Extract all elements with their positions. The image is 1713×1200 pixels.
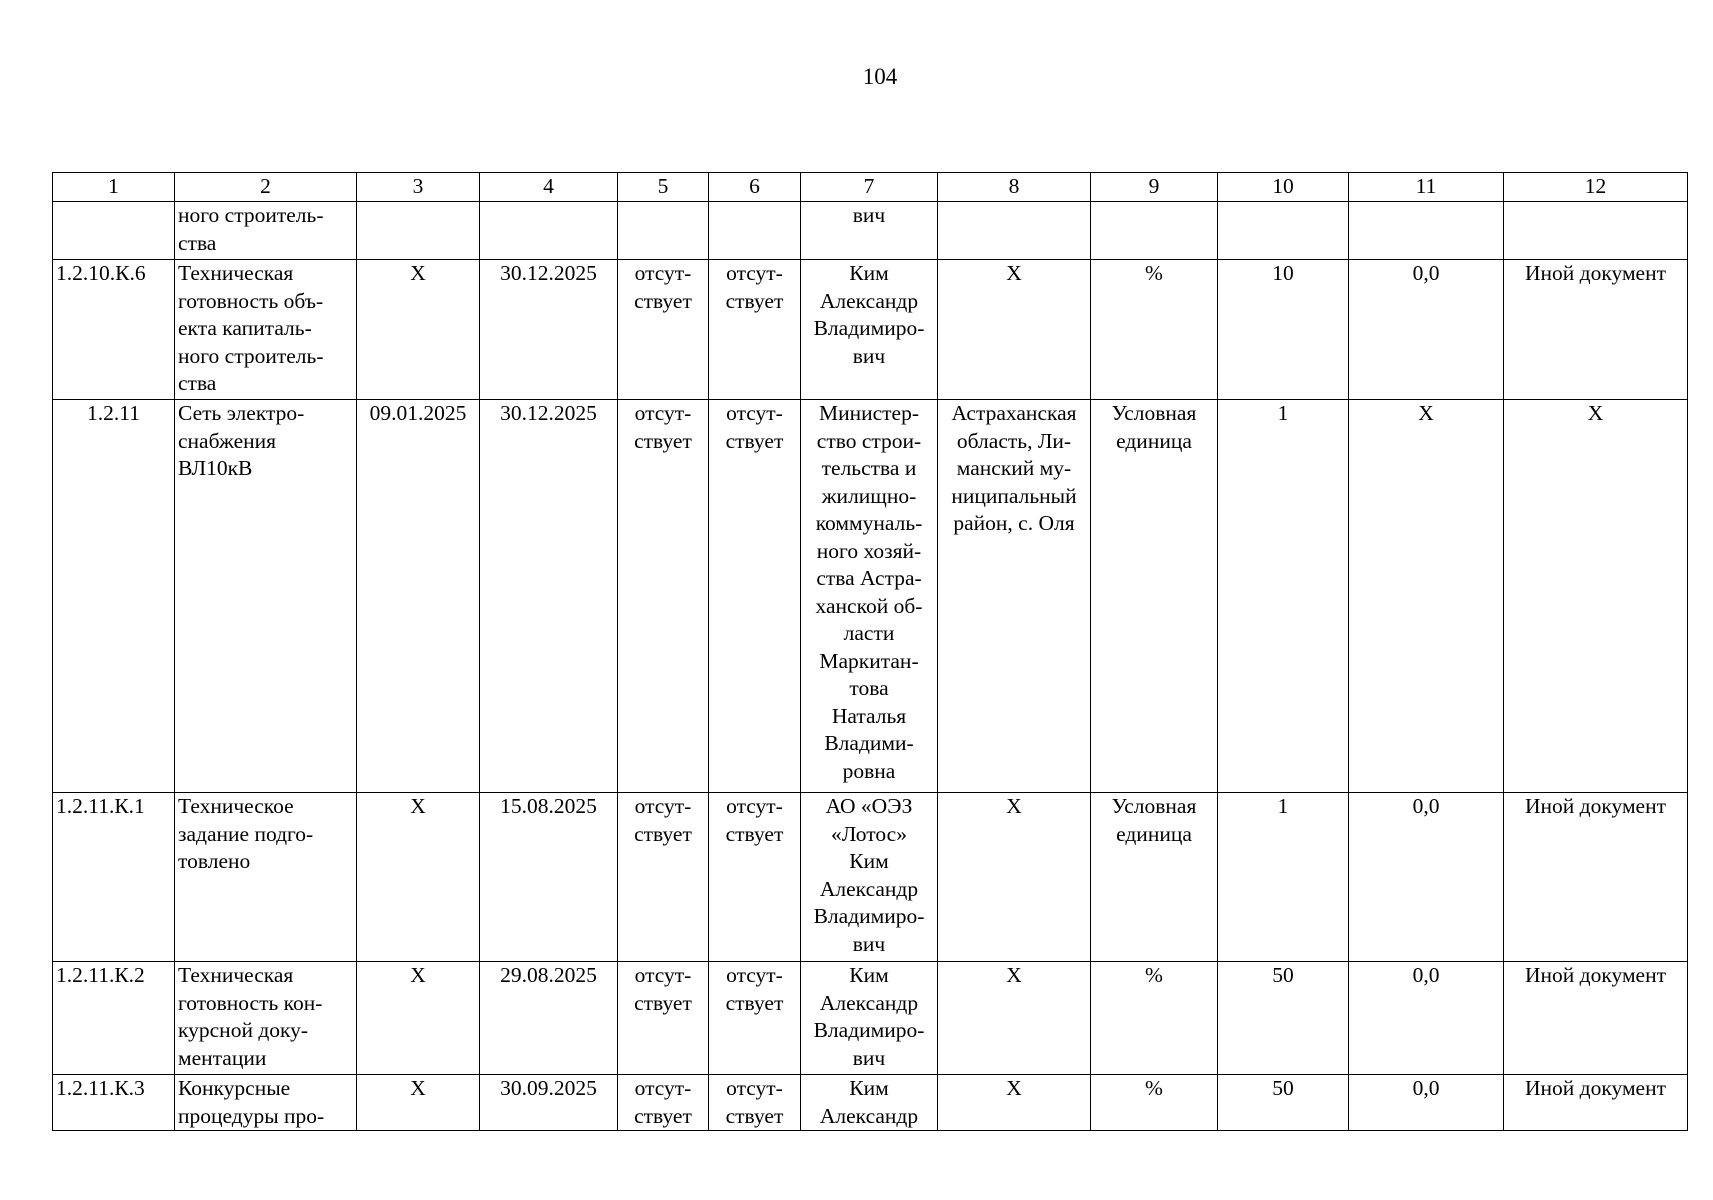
cell-value: 50 [1218, 962, 1349, 1075]
column-header: 10 [1218, 173, 1349, 202]
cell-unit: % [1091, 260, 1218, 400]
cell-col11: 0,0 [1349, 260, 1504, 400]
cell-responsible: Ким Александр Владимиро- вич [801, 260, 938, 400]
cell-value: 1 [1218, 793, 1349, 962]
cell-col5: отсут- ствует [618, 962, 709, 1075]
cell-responsible: Министер- ство строи- тельства и жилищно- коммуналь- ного хозяй- ства Астра- ханской об- ласти Маркитан- това Наталья Владими- ровна [801, 400, 938, 793]
column-header: 3 [357, 173, 480, 202]
column-header: 11 [1349, 173, 1504, 202]
column-header: 12 [1504, 173, 1688, 202]
cell-location [938, 202, 1091, 260]
column-header: 2 [175, 173, 357, 202]
cell-number: 1.2.10.К.6 [53, 260, 175, 400]
cell-start-date: X [357, 1075, 480, 1131]
cell-name: Техническая готовность объ- екта капиталь- ного строитель- ства [175, 260, 357, 400]
cell-col5: отсут- ствует [618, 400, 709, 793]
table-row [53, 962, 1688, 1075]
cell-unit: Условная единица [1091, 793, 1218, 962]
cell-col11: X [1349, 400, 1504, 793]
cell-col11: 0,0 [1349, 1075, 1504, 1131]
table-row [53, 260, 1688, 400]
cell-name: Техническая готовность кон- курсной доку- ментации [175, 962, 357, 1075]
cell-start-date: X [357, 793, 480, 962]
cell-responsible: АО «ОЭЗ «Лотос» Ким Александр Владимиро- вич [801, 793, 938, 962]
cell-col6: отсут- ствует [709, 1075, 801, 1131]
cell-location: Астраханская область, Ли- манский му- ниципальный район, с. Оля [938, 400, 1091, 793]
cell-location: X [938, 1075, 1091, 1131]
cell-name: Сеть электро- снабжения ВЛ10кВ [175, 400, 357, 793]
cell-responsible: Ким Александр [801, 1075, 938, 1131]
column-header: 6 [709, 173, 801, 202]
cell-document [1504, 202, 1688, 260]
events-table [52, 172, 1688, 1131]
cell-number: 1.2.11.К.2 [53, 962, 175, 1075]
cell-col5 [618, 202, 709, 260]
cell-name: ного строитель- ства [175, 202, 357, 260]
cell-start-date: X [357, 260, 480, 400]
cell-value [1218, 202, 1349, 260]
cell-end-date [480, 202, 618, 260]
column-header: 7 [801, 173, 938, 202]
cell-col6: отсут- ствует [709, 793, 801, 962]
cell-location: X [938, 260, 1091, 400]
cell-location: X [938, 793, 1091, 962]
table-row [53, 202, 1688, 260]
table-row [53, 793, 1688, 962]
cell-number: 1.2.11 [53, 400, 175, 793]
cell-end-date: 30.12.2025 [480, 260, 618, 400]
cell-number [53, 202, 175, 260]
cell-start-date: 09.01.2025 [357, 400, 480, 793]
column-header: 9 [1091, 173, 1218, 202]
cell-number: 1.2.11.К.1 [53, 793, 175, 962]
cell-col6: отсут- ствует [709, 260, 801, 400]
page-number: 104 [862, 64, 898, 89]
column-header: 8 [938, 173, 1091, 202]
cell-value: 10 [1218, 260, 1349, 400]
cell-end-date: 15.08.2025 [480, 793, 618, 962]
cell-document: Иной документ [1504, 1075, 1688, 1131]
cell-col5: отсут- ствует [618, 260, 709, 400]
cell-document: Иной документ [1504, 962, 1688, 1075]
cell-col6: отсут- ствует [709, 400, 801, 793]
cell-responsible: Ким Александр Владимиро- вич [801, 962, 938, 1075]
cell-end-date: 29.08.2025 [480, 962, 618, 1075]
cell-col11: 0,0 [1349, 962, 1504, 1075]
table-row [53, 1075, 1688, 1131]
column-header: 4 [480, 173, 618, 202]
cell-document: Иной документ [1504, 793, 1688, 962]
cell-col6: отсут- ствует [709, 962, 801, 1075]
table-row [53, 400, 1688, 793]
cell-col6 [709, 202, 801, 260]
column-header: 5 [618, 173, 709, 202]
cell-unit: Условная единица [1091, 400, 1218, 793]
cell-value: 50 [1218, 1075, 1349, 1131]
column-header: 1 [53, 173, 175, 202]
cell-start-date [357, 202, 480, 260]
cell-unit: % [1091, 962, 1218, 1075]
cell-end-date: 30.09.2025 [480, 1075, 618, 1131]
cell-document: X [1504, 400, 1688, 793]
cell-end-date: 30.12.2025 [480, 400, 618, 793]
cell-col5: отсут- ствует [618, 1075, 709, 1131]
cell-number: 1.2.11.К.3 [53, 1075, 175, 1131]
cell-unit: % [1091, 1075, 1218, 1131]
cell-name: Техническое задание подго- товлено [175, 793, 357, 962]
cell-start-date: X [357, 962, 480, 1075]
cell-name: Конкурсные процедуры про- [175, 1075, 357, 1131]
cell-unit [1091, 202, 1218, 260]
cell-location: X [938, 962, 1091, 1075]
cell-col5: отсут- ствует [618, 793, 709, 962]
cell-col11 [1349, 202, 1504, 260]
cell-value: 1 [1218, 400, 1349, 793]
table-header-row [53, 173, 1688, 202]
cell-document: Иной документ [1504, 260, 1688, 400]
cell-col11: 0,0 [1349, 793, 1504, 962]
cell-responsible: вич [801, 202, 938, 260]
